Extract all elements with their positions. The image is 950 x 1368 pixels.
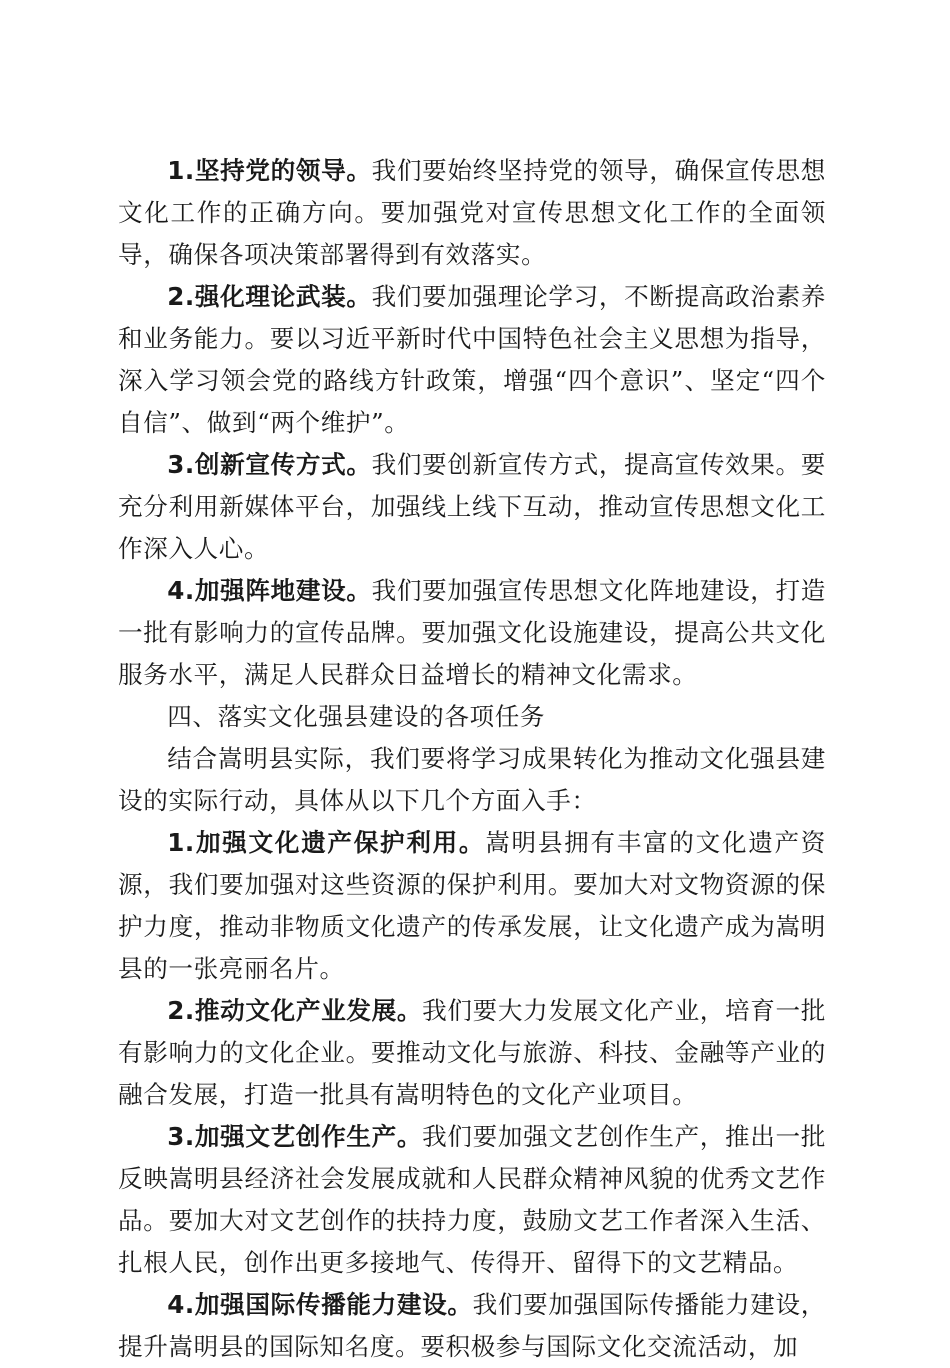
task-text: 嵩明县拥有丰富的文化遗产资源，我们要加强对这些资源的保护利用。要加大对文物资源的保护力度，推动非物质文化遗产的传承发展，让文化遗产成为嵩明县的一张亮丽名片。 xyxy=(118,828,826,983)
task-lead: 3.加强文艺创作生产。 xyxy=(167,1122,423,1151)
paragraph-lead: 1.坚持党的领导。 xyxy=(167,156,372,185)
task-text: 我们要大力发展文化产业，培育一批有影响力的文化企业。要推动文化与旅游、科技、金融等产业的融合发展，打造一批具有嵩明特色的文化产业项目。 xyxy=(118,996,826,1109)
paragraph-1 xyxy=(118,150,826,276)
paragraph-text: 我们要加强宣传思想文化阵地建设，打造一批有影响力的宣传品牌。要加强文化设施建设，提高公共文化服务水平，满足人民群众日益增长的精神文化需求。 xyxy=(118,576,826,689)
task-paragraph-4 xyxy=(118,1284,826,1368)
task-paragraph-2 xyxy=(118,990,826,1116)
paragraph-text: 我们要加强理论学习，不断提高政治素养和业务能力。要以习近平新时代中国特色社会主义思想为指导，深入学习领会党的路线方针政策，增强“四个意识”、坚定“四个自信”、做到“两个维护”。 xyxy=(118,282,826,437)
paragraph-text: 我们要始终坚持党的领导，确保宣传思想文化工作的正确方向。要加强党对宣传思想文化工作的全面领导，确保各项决策部署得到有效落实。 xyxy=(118,156,826,269)
paragraph-lead: 3.创新宣传方式。 xyxy=(167,450,372,479)
paragraph-lead: 2.强化理论武装。 xyxy=(167,282,372,311)
section-intro: 结合嵩明县实际，我们要将学习成果转化为推动文化强县建设的实际行动，具体从以下几个方面入手： xyxy=(118,744,826,815)
document-page xyxy=(118,150,826,1368)
section-heading: 四、落实文化强县建设的各项任务 xyxy=(167,702,546,731)
task-lead: 1.加强文化遗产保护利用。 xyxy=(167,828,486,857)
paragraph-4 xyxy=(118,570,826,696)
task-lead: 4.加强国际传播能力建设。 xyxy=(167,1290,473,1319)
task-paragraph-3 xyxy=(118,1116,826,1284)
task-text: 我们要加强国际传播能力建设，提升嵩明县的国际知名度。要积极参与国际文化交流活动，加 xyxy=(118,1290,826,1361)
task-text: 我们要加强文艺创作生产，推出一批反映嵩明县经济社会发展成就和人民群众精神风貌的优秀文艺作品。要加大对文艺创作的扶持力度，鼓励文艺工作者深入生活、扎根人民，创作出更多接地气、传得开、留得下的文艺精品。 xyxy=(118,1122,826,1277)
paragraph-lead: 4.加强阵地建设。 xyxy=(167,576,372,605)
paragraph-3 xyxy=(118,444,826,570)
task-lead: 2.推动文化产业发展。 xyxy=(167,996,423,1025)
paragraph-text: 我们要创新宣传方式，提高宣传效果。要充分利用新媒体平台，加强线上线下互动，推动宣传思想文化工作深入人心。 xyxy=(118,450,826,563)
paragraph-2 xyxy=(118,276,826,444)
task-paragraph-1 xyxy=(118,822,826,990)
